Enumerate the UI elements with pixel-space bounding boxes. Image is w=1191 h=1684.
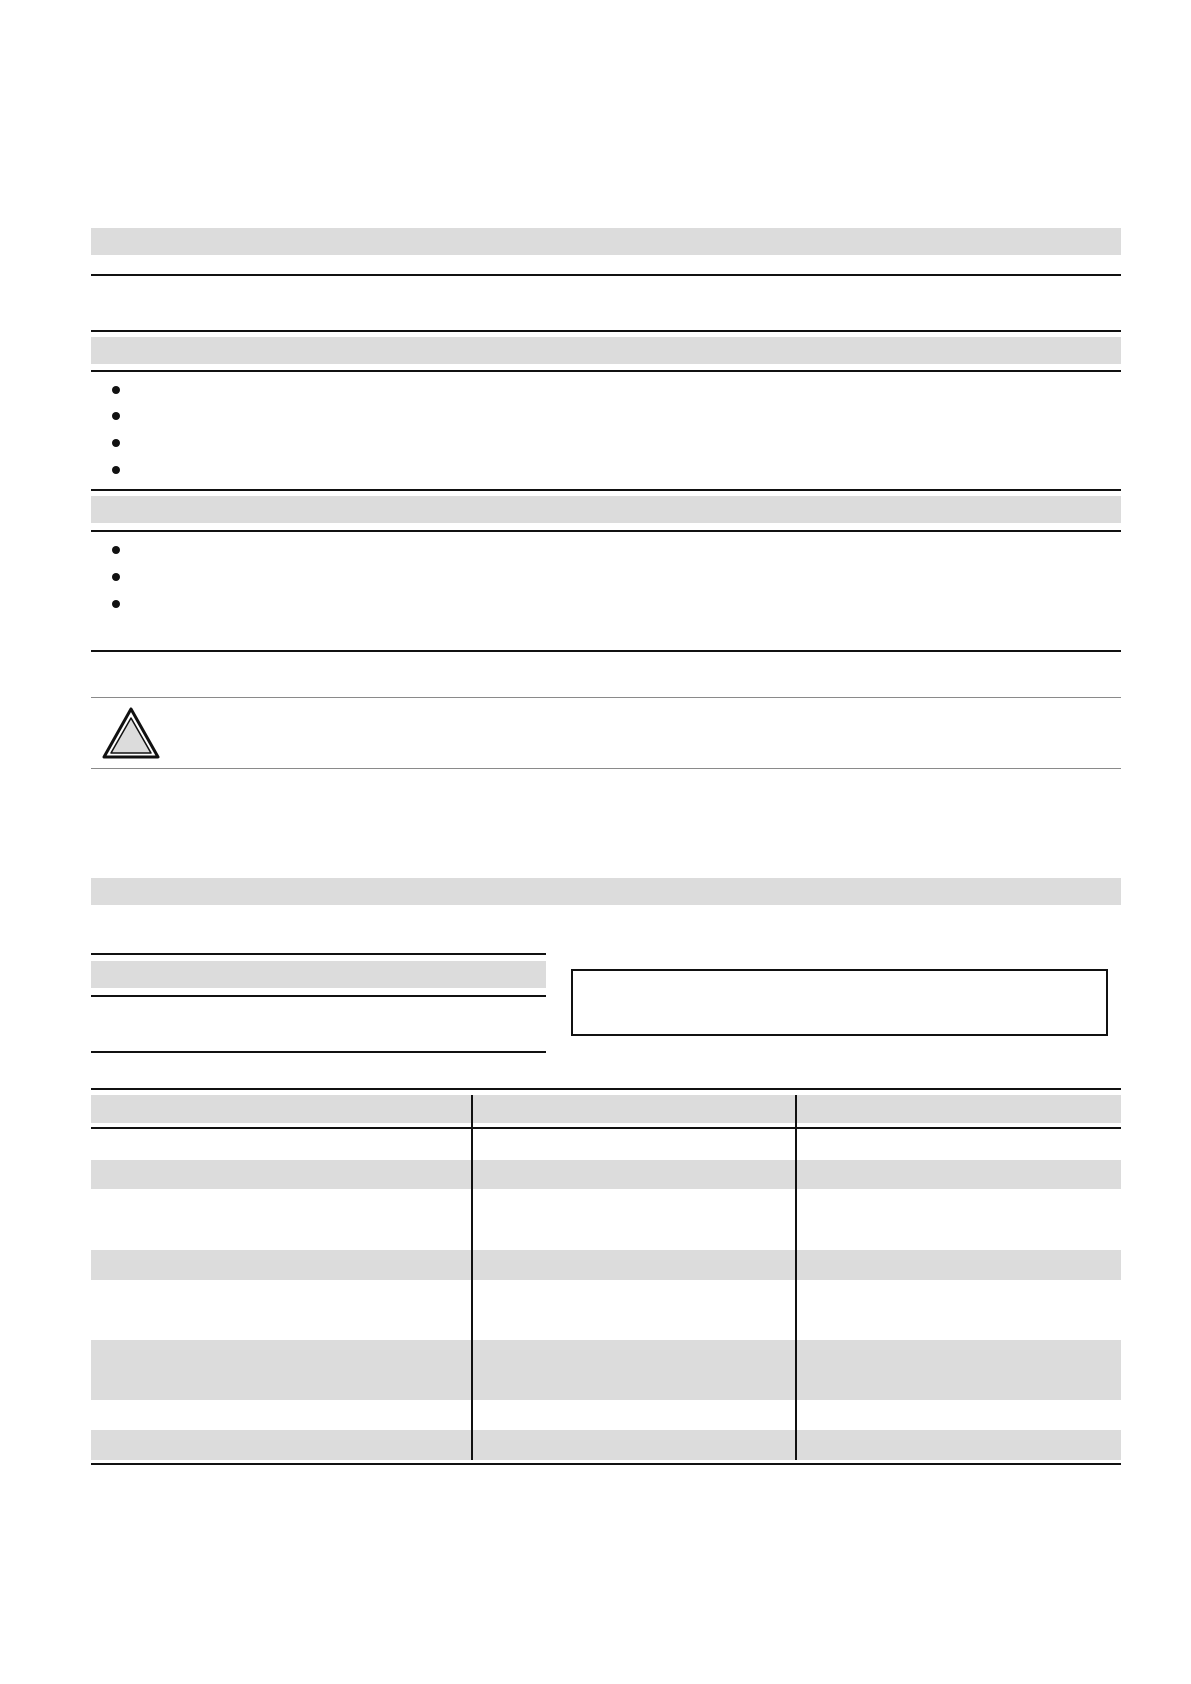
divider <box>91 995 546 997</box>
section-1-header <box>91 228 1121 255</box>
divider <box>91 650 1121 652</box>
subpanel-header <box>91 961 546 988</box>
table-row <box>91 1130 1121 1160</box>
table-row <box>91 1430 1121 1460</box>
bullet-icon <box>112 600 120 608</box>
table-bottom-rule <box>91 1463 1121 1465</box>
table-row <box>91 1280 1121 1340</box>
table-row <box>91 1400 1121 1430</box>
table-row <box>91 1340 1121 1400</box>
divider <box>91 370 1121 372</box>
bullet-icon <box>112 386 120 394</box>
table-column-divider <box>471 1095 473 1460</box>
highlight-box <box>571 969 1108 1036</box>
warning-icon <box>101 706 161 760</box>
bullet-icon <box>112 573 120 581</box>
divider <box>91 489 1121 491</box>
table-row <box>91 1189 1121 1250</box>
divider <box>91 330 1121 332</box>
bullet-icon <box>112 412 120 420</box>
section-3-header <box>91 496 1121 523</box>
bullet-icon <box>112 546 120 554</box>
divider <box>91 768 1121 769</box>
bullet-icon <box>112 466 120 474</box>
table-row <box>91 1250 1121 1280</box>
table-column-divider <box>795 1095 797 1460</box>
table-header-rule <box>91 1127 1121 1129</box>
table-header-row <box>91 1095 1121 1123</box>
divider <box>91 953 546 955</box>
table-row <box>91 1160 1121 1189</box>
divider <box>91 274 1121 276</box>
divider <box>91 1051 546 1053</box>
divider <box>91 697 1121 698</box>
table-top-rule <box>91 1088 1121 1090</box>
section-2-header <box>91 337 1121 364</box>
bullet-icon <box>112 439 120 447</box>
spec-header <box>91 878 1121 905</box>
divider <box>91 530 1121 532</box>
